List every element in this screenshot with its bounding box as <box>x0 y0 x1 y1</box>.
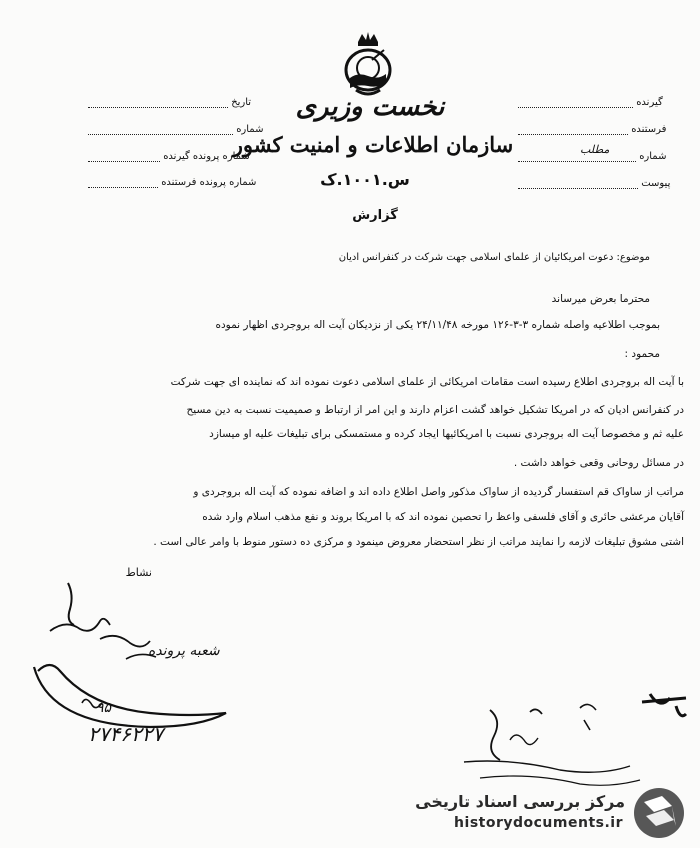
meta-right-number-label: شماره <box>639 151 667 162</box>
paragraph1-line: با آیت اله بروجردی اطلاع رسیده است مقامات امریکائی از علمای اسلامی دعوت نموده اند که نماینده ای جهت شرکت <box>170 376 684 388</box>
meta-receiver-file-label: شماره پرونده گیرنده <box>163 151 250 162</box>
meta-sender-line <box>518 125 628 135</box>
meta-date <box>88 97 251 108</box>
handwritten-number: ۲۷۴۶۲۲۷ <box>88 722 164 746</box>
meta-sender-label: فرستنده <box>631 124 667 135</box>
meta-attachment-label: پیوست <box>641 178 671 189</box>
mahmood-label: محمود : <box>624 348 660 360</box>
paragraph1-line: در کنفرانس ادیان که در امریکا تشکیل خواهد گشت اعزام دارند و این امر از ارتباط و صمیمیت نسبت به دین مسیح <box>186 404 684 416</box>
meta-attachment <box>518 178 670 189</box>
meta-recipient <box>518 97 663 108</box>
closing-signature-text: نشاط <box>125 566 152 579</box>
meta-sender-file-label: شماره پرونده فرستنده <box>161 177 257 188</box>
meta-recipient-line <box>518 98 633 108</box>
organization-code: س.۱۰۰۱.ک <box>320 170 410 189</box>
watermark-persian: مرکز بررسی اسناد تاریخی <box>415 792 625 811</box>
handwritten-code: ۹۵ <box>96 700 112 716</box>
meta-date-line <box>88 98 228 108</box>
paragraph1-line: در مسائل روحانی وقعی خواهد داشت . <box>513 457 684 469</box>
meta-date-label: تاریخ <box>231 97 252 108</box>
meta-receiver-file-line <box>88 152 160 162</box>
reference-line: بموجب اطلاعیه واصله شماره ۳-۳-۱۲۶ مورخه ۲۴/۱۱/۴۸ یکی از نزدیکان آیت اله بروجردی اظهار نموده <box>215 319 660 331</box>
meta-number <box>88 124 263 135</box>
paragraph2-line: مراتب از ساواک قم استفسار گردیده از ساواک مذکور واصل اطلاع داده اند و اضافه نموده که آیت اله بروجردی و <box>193 486 684 498</box>
meta-right-number-line <box>518 152 636 162</box>
meta-receiver-file <box>88 151 250 162</box>
paragraph1-line: علیه ثم و مخصوصا آیت اله بروجردی نسبت با امریکائیها ایجاد کرده و مستمسکی برای تبلیغات علیه او میسازد <box>209 428 684 440</box>
history-documents-logo-icon <box>632 786 686 840</box>
watermark-url: historydocuments.ir <box>454 815 623 831</box>
lion-and-sun-emblem-icon <box>336 28 400 100</box>
meta-right-number <box>518 143 667 162</box>
meta-recipient-label: گیرنده <box>636 97 663 108</box>
ministry-title: نخست وزیری <box>295 92 445 122</box>
report-title: گزارش <box>352 208 398 223</box>
meta-sender-file <box>88 177 256 188</box>
meta-number-line <box>88 125 233 135</box>
handwritten-note: شعبه پرونده <box>148 643 220 659</box>
meta-number-label: شماره <box>236 124 264 135</box>
subject-line: موضوع: دعوت امریکائیان از علمای اسلامی جهت شرکت در کنفرانس ادیان <box>338 252 650 263</box>
paragraph2-line: اشتی مشوق تبلیغات لازمه را نمایند مراتب از نظر استحضار معروض مینمود و مرکزی ده دستور منوط با وامر عالی است . <box>153 536 684 548</box>
meta-sender <box>518 124 666 135</box>
organization-name: سازمان اطلاعات و امنیت کشور <box>232 132 514 157</box>
meta-attachment-line <box>518 179 638 189</box>
salutation: محترما بعرض میرساند <box>551 293 650 305</box>
handwritten-signature-right-icon <box>450 680 690 790</box>
paragraph2-line: آقایان مرعشی حائری و آقای فلسفی واعظ را تحصین نموده اند که با امریکا بروند و نفع مذهب اسلام وارد شده <box>202 511 684 523</box>
meta-sender-file-line <box>88 178 158 188</box>
meta-right-number-value: مطلب <box>580 143 610 156</box>
